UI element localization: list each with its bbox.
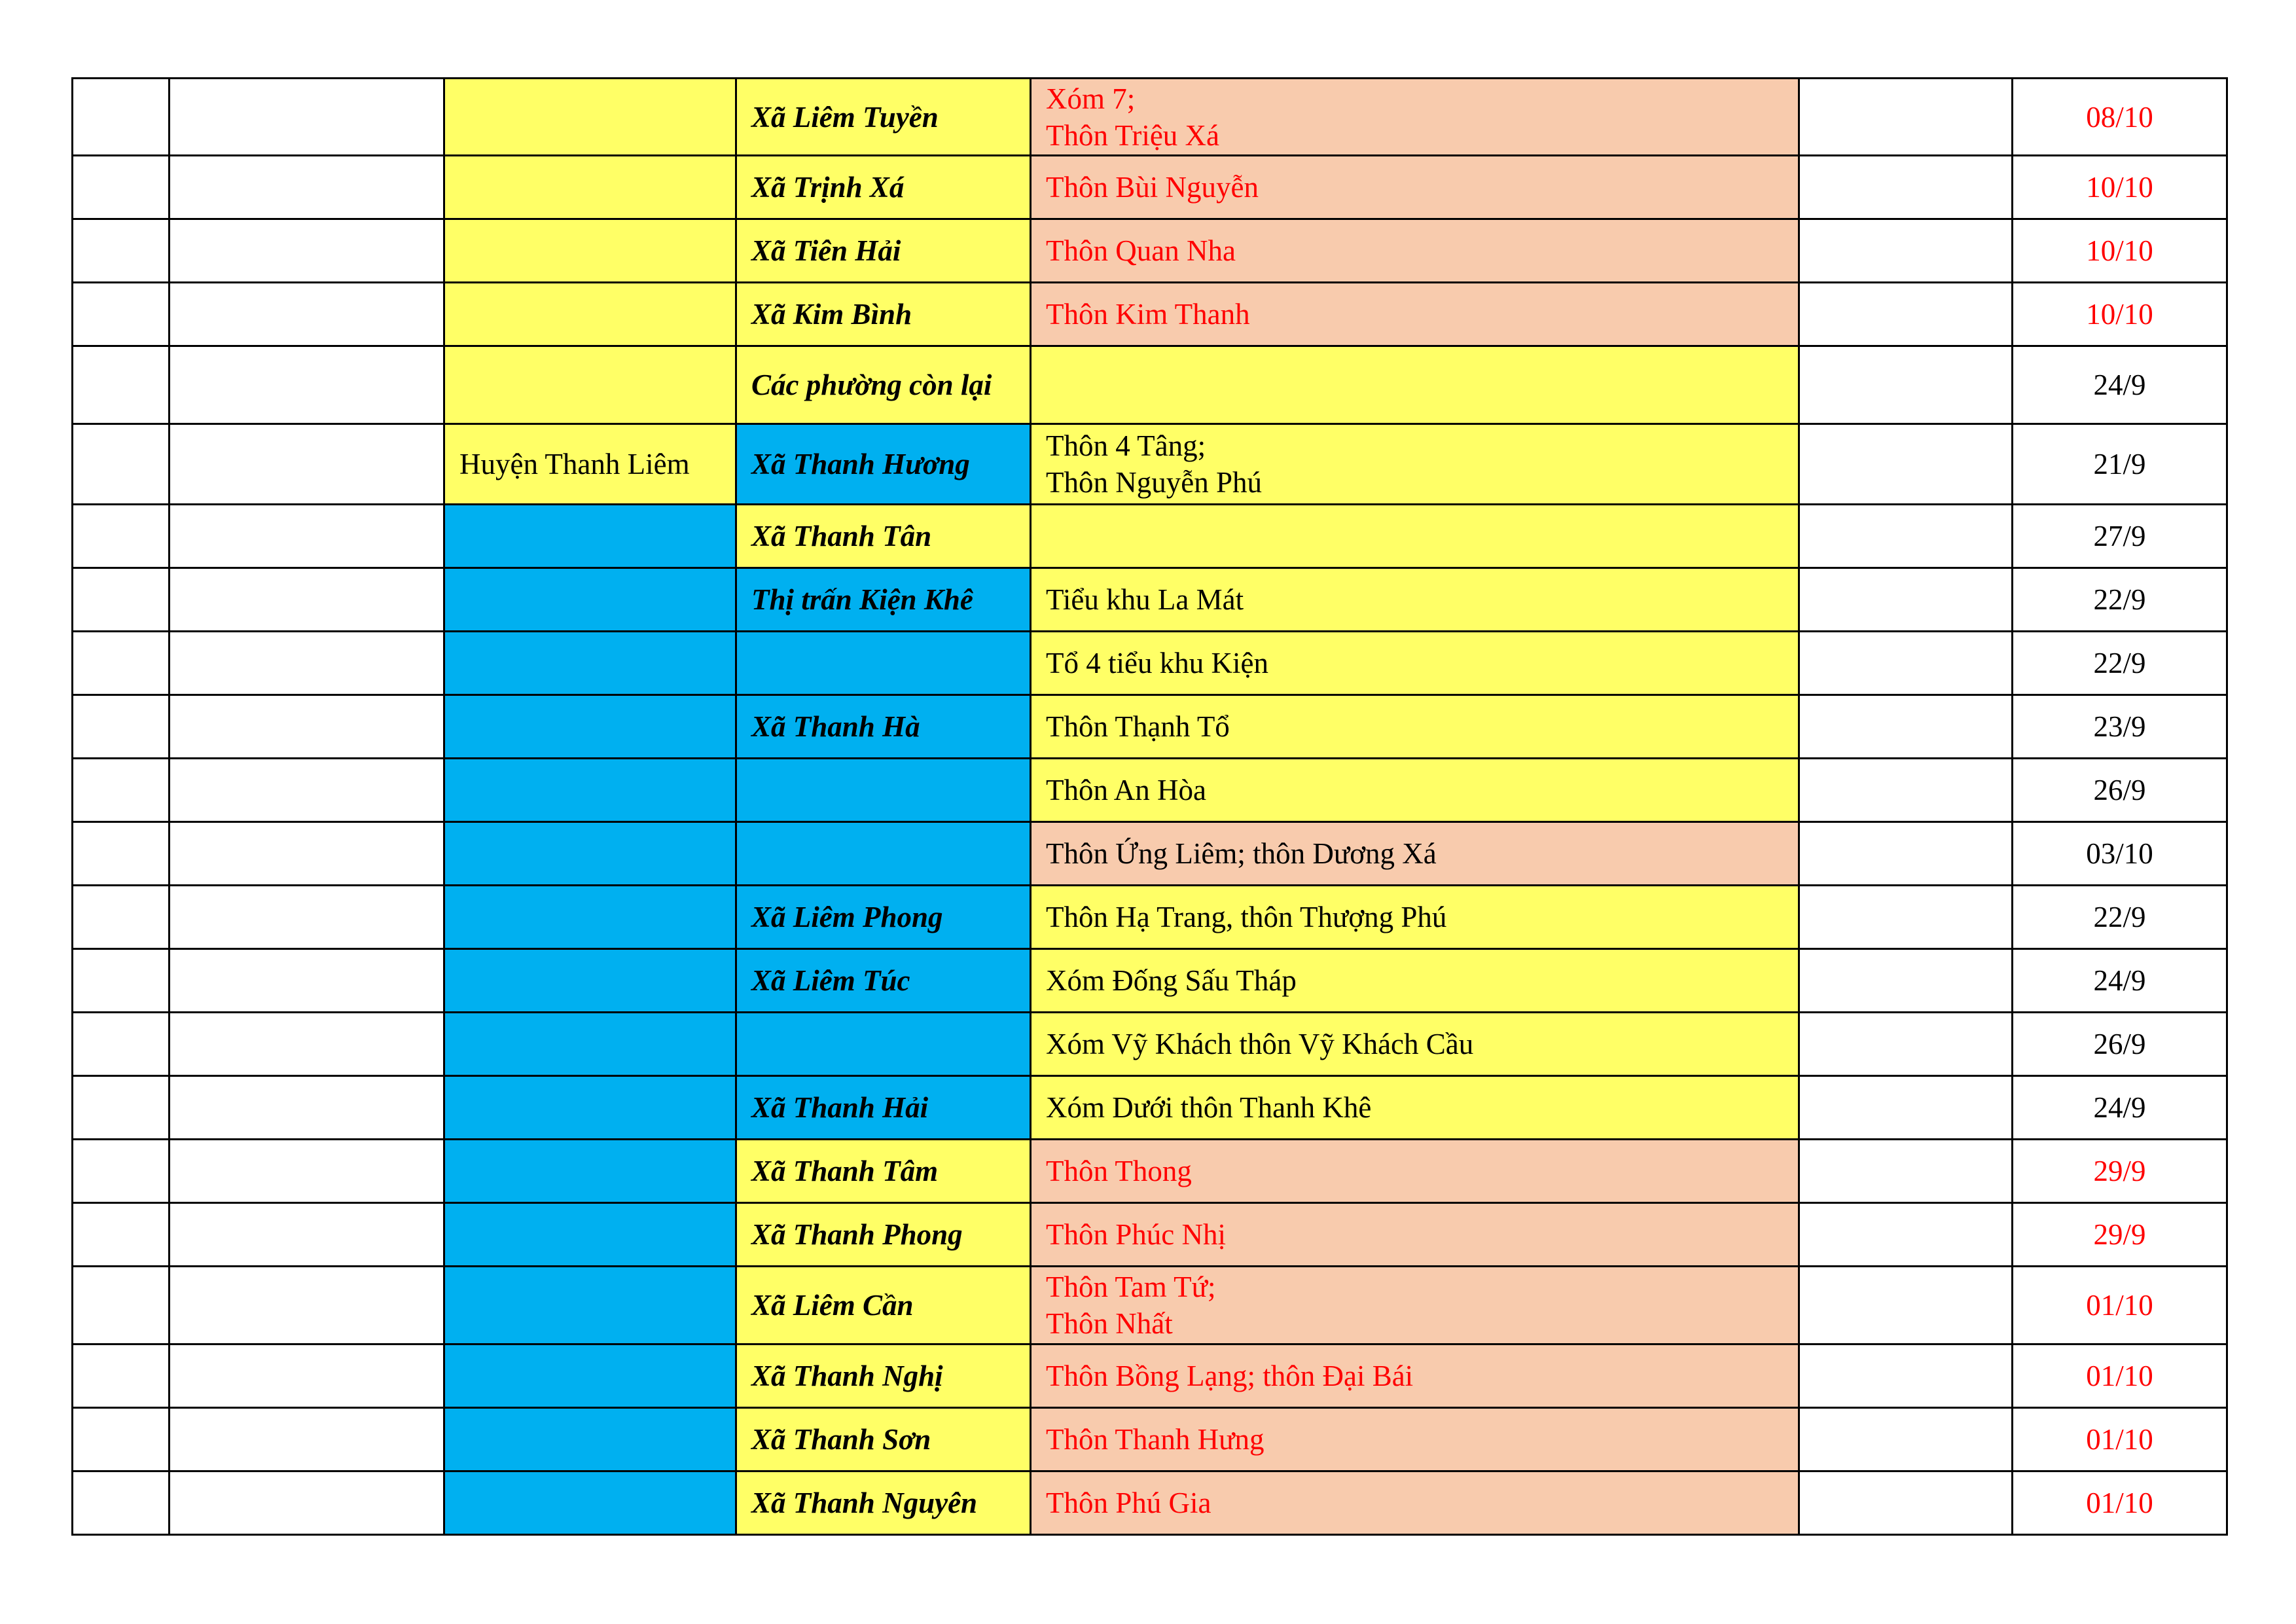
places-cell bbox=[1031, 424, 1799, 505]
index-cell bbox=[73, 886, 170, 949]
date-cell bbox=[2013, 1013, 2227, 1076]
commune-cell bbox=[736, 1140, 1031, 1203]
places-cell bbox=[1031, 632, 1799, 695]
commune-cell bbox=[736, 568, 1031, 632]
index-cell bbox=[73, 1013, 170, 1076]
unit-cell bbox=[170, 505, 444, 568]
places-cell bbox=[1031, 1076, 1799, 1140]
district-cell bbox=[444, 949, 736, 1013]
index-cell bbox=[73, 1408, 170, 1471]
unit-cell bbox=[170, 568, 444, 632]
district-cell bbox=[444, 1471, 736, 1535]
commune-name: Xã Thanh Sơn bbox=[751, 1423, 931, 1456]
places-cell bbox=[1031, 1203, 1799, 1267]
index-cell bbox=[73, 822, 170, 886]
table-row bbox=[73, 156, 2227, 219]
place-line: Thôn Thanh Hưng bbox=[1046, 1423, 1265, 1456]
date-value: 22/9 bbox=[2093, 901, 2146, 933]
unit-cell bbox=[170, 156, 444, 219]
places-cell bbox=[1031, 79, 1799, 156]
table-row bbox=[73, 1471, 2227, 1535]
table-body bbox=[73, 79, 2227, 1535]
date-cell bbox=[2013, 156, 2227, 219]
note-cell bbox=[1799, 1408, 2013, 1471]
date-value: 10/10 bbox=[2086, 298, 2153, 331]
date-value: 24/9 bbox=[2093, 1091, 2146, 1124]
table-row bbox=[73, 1344, 2227, 1408]
commune-cell bbox=[736, 283, 1031, 346]
place-line: Thôn Kim Thanh bbox=[1046, 298, 1250, 331]
place-line: Thôn An Hòa bbox=[1046, 774, 1206, 806]
place-line: Xóm 7; bbox=[1046, 82, 1136, 115]
date-cell bbox=[2013, 346, 2227, 424]
commune-name: Xã Liêm Túc bbox=[751, 964, 910, 997]
commune-name: Xã Trịnh Xá bbox=[751, 171, 905, 204]
index-cell bbox=[73, 632, 170, 695]
commune-cell bbox=[736, 346, 1031, 424]
district-cell bbox=[444, 1408, 736, 1471]
table-row bbox=[73, 1140, 2227, 1203]
date-cell bbox=[2013, 1203, 2227, 1267]
table-row bbox=[73, 632, 2227, 695]
note-cell bbox=[1799, 822, 2013, 886]
place-line: Thôn Nhất bbox=[1046, 1307, 1173, 1340]
district-cell bbox=[444, 156, 736, 219]
place-line: Thôn 4 Tâng; bbox=[1046, 429, 1206, 462]
commune-name: Xã Liêm Cần bbox=[751, 1289, 914, 1322]
date-cell bbox=[2013, 1408, 2227, 1471]
date-value: 22/9 bbox=[2093, 647, 2146, 679]
table-row bbox=[73, 346, 2227, 424]
place-line: Xóm Dưới thôn Thanh Khê bbox=[1046, 1091, 1372, 1124]
note-cell bbox=[1799, 568, 2013, 632]
place-line: Thôn Bùi Nguyễn bbox=[1046, 171, 1259, 204]
date-cell bbox=[2013, 568, 2227, 632]
places-cell bbox=[1031, 219, 1799, 283]
commune-cell bbox=[736, 1013, 1031, 1076]
unit-cell bbox=[170, 759, 444, 822]
commune-name: Xã Thanh Hải bbox=[751, 1091, 929, 1124]
district-name: Huyện Thanh Liêm bbox=[459, 448, 690, 480]
date-value: 01/10 bbox=[2086, 1487, 2153, 1519]
unit-cell bbox=[170, 1203, 444, 1267]
places-cell bbox=[1031, 1408, 1799, 1471]
index-cell bbox=[73, 1344, 170, 1408]
date-value: 21/9 bbox=[2093, 448, 2146, 480]
date-value: 29/9 bbox=[2093, 1218, 2146, 1251]
district-cell bbox=[444, 1140, 736, 1203]
table-row bbox=[73, 759, 2227, 822]
note-cell bbox=[1799, 695, 2013, 759]
table-row bbox=[73, 505, 2227, 568]
date-value: 24/9 bbox=[2093, 369, 2146, 401]
district-cell bbox=[444, 505, 736, 568]
date-cell bbox=[2013, 632, 2227, 695]
unit-cell bbox=[170, 886, 444, 949]
places-cell bbox=[1031, 568, 1799, 632]
unit-cell bbox=[170, 79, 444, 156]
unit-cell bbox=[170, 632, 444, 695]
index-cell bbox=[73, 346, 170, 424]
note-cell bbox=[1799, 1267, 2013, 1344]
commune-name: Xã Kim Bình bbox=[751, 298, 912, 331]
commune-cell bbox=[736, 695, 1031, 759]
index-cell bbox=[73, 1203, 170, 1267]
date-value: 10/10 bbox=[2086, 234, 2153, 267]
place-line: Thôn Nguyễn Phú bbox=[1046, 466, 1262, 499]
date-value: 26/9 bbox=[2093, 774, 2146, 806]
date-value: 27/9 bbox=[2093, 520, 2146, 552]
index-cell bbox=[73, 156, 170, 219]
commune-name: Xã Thanh Nguyên bbox=[751, 1487, 978, 1519]
index-cell bbox=[73, 949, 170, 1013]
commune-cell bbox=[736, 505, 1031, 568]
note-cell bbox=[1799, 219, 2013, 283]
district-cell bbox=[444, 219, 736, 283]
date-value: 10/10 bbox=[2086, 171, 2153, 204]
district-cell bbox=[444, 886, 736, 949]
index-cell bbox=[73, 1471, 170, 1535]
commune-cell bbox=[736, 219, 1031, 283]
date-value: 29/9 bbox=[2093, 1155, 2146, 1187]
place-line: Thôn Hạ Trang, thôn Thượng Phú bbox=[1046, 901, 1447, 933]
note-cell bbox=[1799, 1471, 2013, 1535]
date-value: 01/10 bbox=[2086, 1423, 2153, 1456]
unit-cell bbox=[170, 1344, 444, 1408]
date-cell bbox=[2013, 759, 2227, 822]
commune-cell bbox=[736, 1344, 1031, 1408]
index-cell bbox=[73, 1140, 170, 1203]
table-row bbox=[73, 695, 2227, 759]
places-cell bbox=[1031, 949, 1799, 1013]
date-value: 23/9 bbox=[2093, 710, 2146, 743]
commune-name: Xã Tiên Hải bbox=[751, 234, 901, 267]
place-line: Tổ 4 tiểu khu Kiện bbox=[1046, 647, 1268, 679]
index-cell bbox=[73, 1267, 170, 1344]
district-cell bbox=[444, 759, 736, 822]
place-line: Tiểu khu La Mát bbox=[1046, 583, 1244, 616]
note-cell bbox=[1799, 1203, 2013, 1267]
commune-name: Xã Thanh Hà bbox=[751, 710, 920, 743]
district-cell bbox=[444, 695, 736, 759]
commune-name: Các phường còn lại bbox=[751, 369, 992, 401]
table-row bbox=[73, 822, 2227, 886]
commune-cell bbox=[736, 759, 1031, 822]
commune-cell bbox=[736, 1076, 1031, 1140]
note-cell bbox=[1799, 1013, 2013, 1076]
district-cell bbox=[444, 568, 736, 632]
date-value: 24/9 bbox=[2093, 964, 2146, 997]
places-cell bbox=[1031, 1471, 1799, 1535]
index-cell bbox=[73, 568, 170, 632]
unit-cell bbox=[170, 219, 444, 283]
places-cell bbox=[1031, 346, 1799, 424]
index-cell bbox=[73, 79, 170, 156]
commune-name: Xã Liêm Tuyền bbox=[751, 100, 939, 134]
place-line: Thôn Phú Gia bbox=[1046, 1487, 1211, 1519]
place-line: Thôn Quan Nha bbox=[1046, 234, 1236, 267]
date-cell bbox=[2013, 1267, 2227, 1344]
district-cell bbox=[444, 822, 736, 886]
unit-cell bbox=[170, 1267, 444, 1344]
place-line: Xóm Đống Sấu Tháp bbox=[1046, 964, 1297, 997]
district-cell bbox=[444, 1344, 736, 1408]
commune-cell bbox=[736, 632, 1031, 695]
commune-name: Xã Thanh Hương bbox=[751, 448, 970, 480]
commune-cell bbox=[736, 822, 1031, 886]
table-row bbox=[73, 949, 2227, 1013]
schedule-table bbox=[71, 77, 2228, 1536]
table-row bbox=[73, 1408, 2227, 1471]
date-value: 01/10 bbox=[2086, 1360, 2153, 1392]
table-row bbox=[73, 568, 2227, 632]
unit-cell bbox=[170, 1140, 444, 1203]
places-cell bbox=[1031, 759, 1799, 822]
commune-name: Xã Liêm Phong bbox=[751, 901, 943, 933]
unit-cell bbox=[170, 1471, 444, 1535]
district-cell bbox=[444, 1267, 736, 1344]
places-cell bbox=[1031, 886, 1799, 949]
table-row bbox=[73, 886, 2227, 949]
note-cell bbox=[1799, 759, 2013, 822]
unit-cell bbox=[170, 1013, 444, 1076]
index-cell bbox=[73, 424, 170, 505]
commune-cell bbox=[736, 1203, 1031, 1267]
index-cell bbox=[73, 1076, 170, 1140]
note-cell bbox=[1799, 346, 2013, 424]
places-cell bbox=[1031, 1344, 1799, 1408]
commune-cell bbox=[736, 79, 1031, 156]
index-cell bbox=[73, 759, 170, 822]
index-cell bbox=[73, 283, 170, 346]
places-cell bbox=[1031, 505, 1799, 568]
commune-cell bbox=[736, 156, 1031, 219]
places-cell bbox=[1031, 822, 1799, 886]
commune-name: Xã Thanh Tân bbox=[751, 520, 932, 552]
commune-name: Xã Thanh Tâm bbox=[751, 1155, 939, 1187]
place-line: Thôn Thạnh Tổ bbox=[1046, 710, 1230, 743]
unit-cell bbox=[170, 695, 444, 759]
unit-cell bbox=[170, 346, 444, 424]
commune-cell bbox=[736, 949, 1031, 1013]
table-row bbox=[73, 219, 2227, 283]
date-value: 03/10 bbox=[2086, 837, 2153, 870]
date-cell bbox=[2013, 283, 2227, 346]
unit-cell bbox=[170, 822, 444, 886]
places-cell bbox=[1031, 695, 1799, 759]
note-cell bbox=[1799, 1076, 2013, 1140]
unit-cell bbox=[170, 283, 444, 346]
note-cell bbox=[1799, 424, 2013, 505]
note-cell bbox=[1799, 886, 2013, 949]
place-line: Thôn Ứng Liêm; thôn Dương Xá bbox=[1046, 837, 1437, 870]
place-line: Thôn Tam Tứ; bbox=[1046, 1271, 1216, 1303]
note-cell bbox=[1799, 505, 2013, 568]
table-row bbox=[73, 1267, 2227, 1344]
note-cell bbox=[1799, 1344, 2013, 1408]
date-cell bbox=[2013, 79, 2227, 156]
note-cell bbox=[1799, 1140, 2013, 1203]
table-row bbox=[73, 1013, 2227, 1076]
commune-name: Xã Thanh Nghị bbox=[751, 1360, 943, 1392]
date-cell bbox=[2013, 505, 2227, 568]
district-cell bbox=[444, 1203, 736, 1267]
date-cell bbox=[2013, 886, 2227, 949]
note-cell bbox=[1799, 283, 2013, 346]
date-value: 08/10 bbox=[2086, 100, 2153, 134]
place-line: Thôn Bồng Lạng; thôn Đại Bái bbox=[1046, 1360, 1414, 1392]
places-cell bbox=[1031, 283, 1799, 346]
table-row bbox=[73, 79, 2227, 156]
district-cell bbox=[444, 424, 736, 505]
commune-cell bbox=[736, 1408, 1031, 1471]
commune-name: Xã Thanh Phong bbox=[751, 1218, 963, 1251]
date-cell bbox=[2013, 219, 2227, 283]
unit-cell bbox=[170, 1408, 444, 1471]
place-line: Thôn Triệu Xá bbox=[1046, 118, 1220, 152]
commune-cell bbox=[736, 886, 1031, 949]
date-value: 22/9 bbox=[2093, 583, 2146, 616]
index-cell bbox=[73, 219, 170, 283]
unit-cell bbox=[170, 424, 444, 505]
places-cell bbox=[1031, 1013, 1799, 1076]
date-cell bbox=[2013, 822, 2227, 886]
district-cell bbox=[444, 1013, 736, 1076]
commune-name: Thị trấn Kiện Khê bbox=[751, 583, 973, 616]
date-value: 01/10 bbox=[2086, 1289, 2153, 1322]
table-row bbox=[73, 1203, 2227, 1267]
places-cell bbox=[1031, 156, 1799, 219]
places-cell bbox=[1031, 1140, 1799, 1203]
district-cell bbox=[444, 346, 736, 424]
place-line: Xóm Vỹ Khách thôn Vỹ Khách Cầu bbox=[1046, 1028, 1474, 1060]
table-row bbox=[73, 424, 2227, 505]
unit-cell bbox=[170, 1076, 444, 1140]
note-cell bbox=[1799, 156, 2013, 219]
index-cell bbox=[73, 505, 170, 568]
date-cell bbox=[2013, 1076, 2227, 1140]
table-row bbox=[73, 283, 2227, 346]
index-cell bbox=[73, 695, 170, 759]
date-value: 26/9 bbox=[2093, 1028, 2146, 1060]
district-cell bbox=[444, 79, 736, 156]
district-cell bbox=[444, 632, 736, 695]
district-cell bbox=[444, 1076, 736, 1140]
place-line: Thôn Thong bbox=[1046, 1155, 1192, 1187]
commune-cell bbox=[736, 1267, 1031, 1344]
note-cell bbox=[1799, 949, 2013, 1013]
table-row bbox=[73, 1076, 2227, 1140]
places-cell bbox=[1031, 1267, 1799, 1344]
date-cell bbox=[2013, 949, 2227, 1013]
commune-cell bbox=[736, 424, 1031, 505]
place-line: Thôn Phúc Nhị bbox=[1046, 1218, 1226, 1251]
date-cell bbox=[2013, 424, 2227, 505]
date-cell bbox=[2013, 1471, 2227, 1535]
note-cell bbox=[1799, 632, 2013, 695]
date-cell bbox=[2013, 1140, 2227, 1203]
date-cell bbox=[2013, 695, 2227, 759]
note-cell bbox=[1799, 79, 2013, 156]
district-cell bbox=[444, 283, 736, 346]
unit-cell bbox=[170, 949, 444, 1013]
commune-cell bbox=[736, 1471, 1031, 1535]
date-cell bbox=[2013, 1344, 2227, 1408]
